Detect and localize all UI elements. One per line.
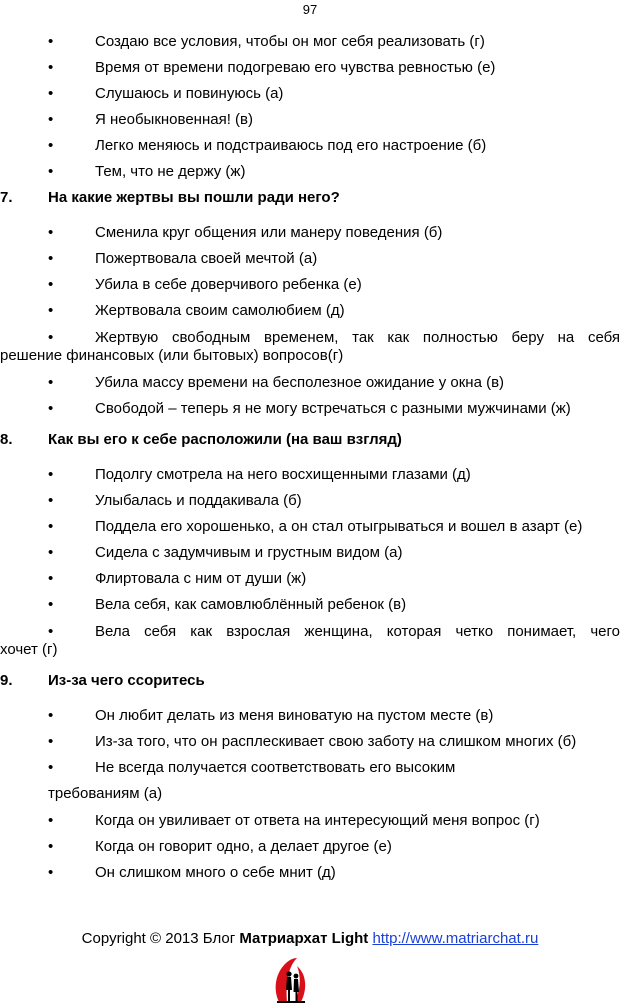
blog-link[interactable]: http://www.matriarchat.ru bbox=[372, 930, 539, 947]
bullet: • bbox=[48, 276, 54, 293]
bullet: • bbox=[48, 596, 54, 613]
bullet: • bbox=[48, 707, 54, 724]
bullet: • bbox=[48, 518, 54, 535]
bullet: • bbox=[48, 224, 54, 241]
bullet: • bbox=[48, 374, 54, 391]
bullet: • bbox=[48, 59, 54, 76]
list-item-long: • Жертвую свободным временем, так как полностью беру на себя bbox=[0, 329, 620, 347]
bullet: • bbox=[48, 85, 54, 102]
bullet: • bbox=[48, 623, 54, 640]
matriarchat-logo-icon bbox=[271, 954, 311, 1004]
blog-name: Матриархат Light bbox=[239, 930, 369, 947]
list-item-continuation: решение финансовых (или бытовых) вопросов(г) bbox=[0, 347, 344, 364]
bullet: • bbox=[48, 544, 54, 561]
bullet: • bbox=[48, 759, 54, 776]
list-item-continuation: требованиям (а) bbox=[48, 785, 163, 802]
list-item-long: • Вела себя как взрослая женщина, которая четко понимает, чего bbox=[0, 623, 620, 641]
bullet: • bbox=[48, 137, 54, 154]
bullet: • bbox=[48, 111, 54, 128]
bullet: • bbox=[48, 492, 54, 509]
bullet: • bbox=[48, 163, 54, 180]
page-number: 97 bbox=[302, 2, 318, 17]
bullet: • bbox=[48, 733, 54, 750]
footer-copyright: Copyright © 2013 Блог Матриархат Light http://www.matriarchat.ru bbox=[81, 930, 539, 947]
bullet: • bbox=[48, 400, 54, 417]
bullet: • bbox=[48, 864, 54, 881]
bullet: • bbox=[48, 812, 54, 829]
bullet: • bbox=[48, 466, 54, 483]
bullet: • bbox=[48, 329, 54, 346]
bullet: • bbox=[48, 250, 54, 267]
bullet: • bbox=[48, 33, 54, 50]
bullet: • bbox=[48, 838, 54, 855]
list-item-continuation: хочет (г) bbox=[0, 641, 58, 658]
bullet: • bbox=[48, 570, 54, 587]
bullet: • bbox=[48, 302, 54, 319]
